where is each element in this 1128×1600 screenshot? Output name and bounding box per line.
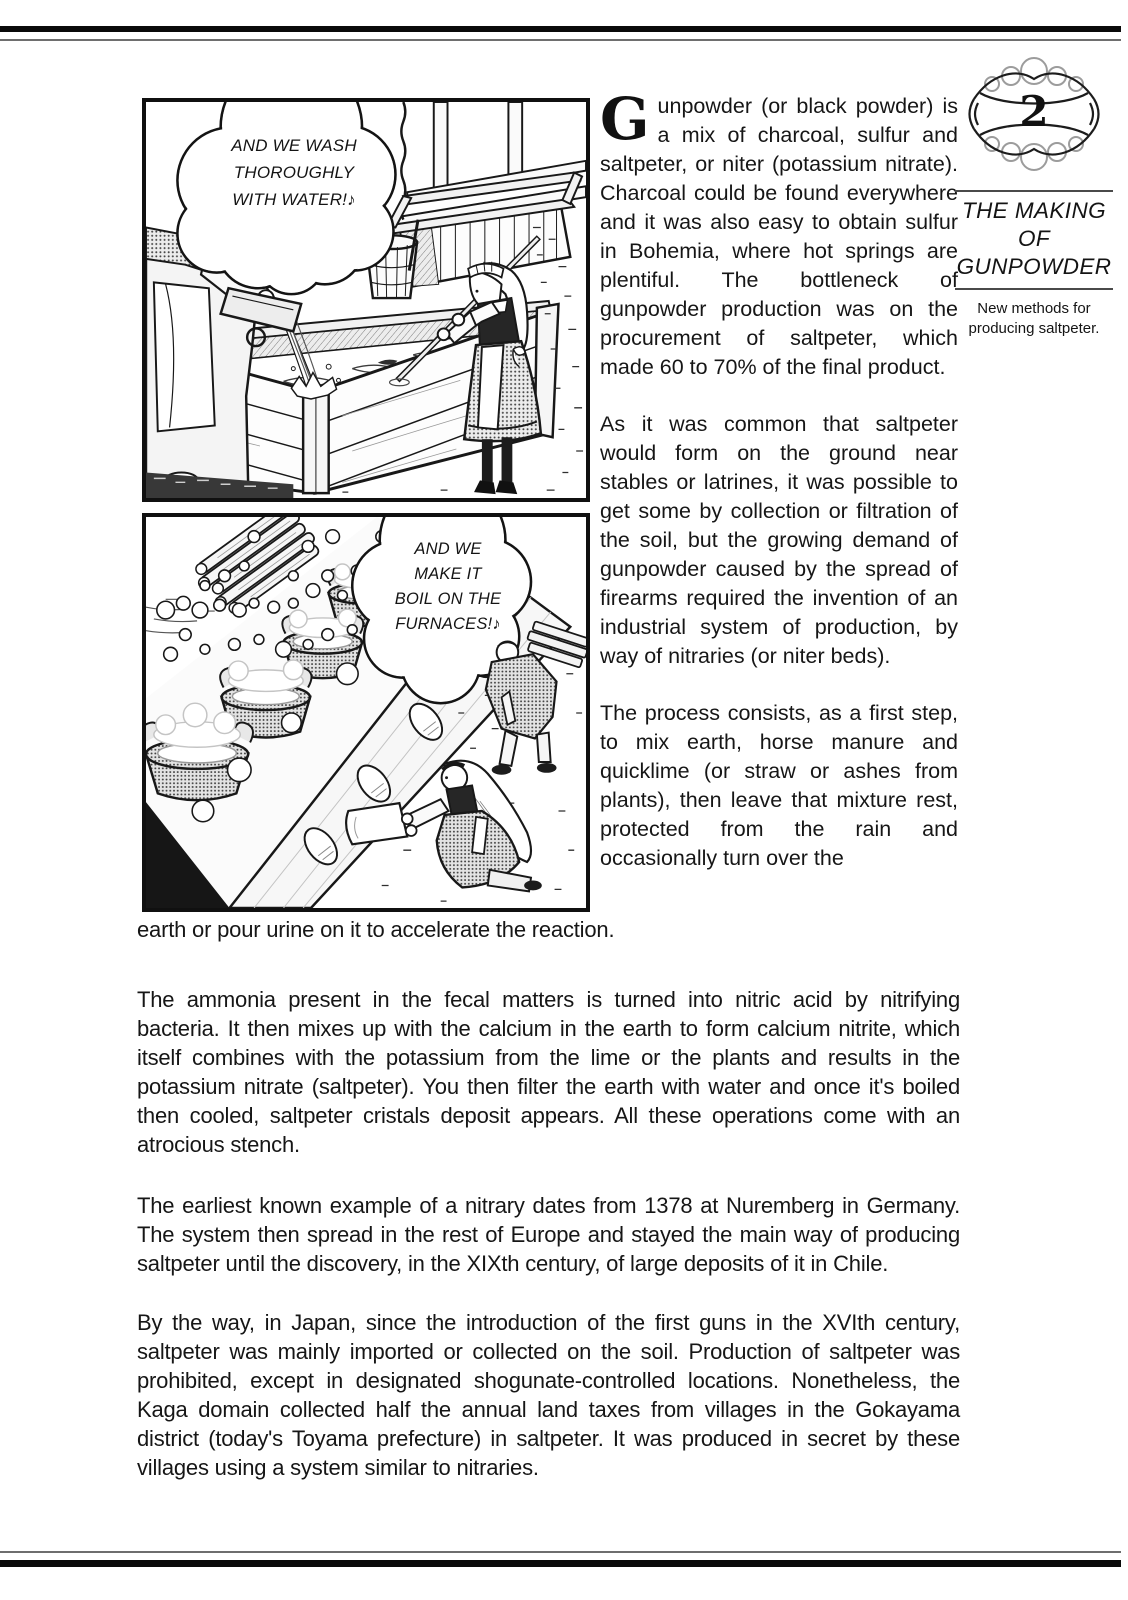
article-column — [600, 85, 958, 901]
chapter-number: 2 — [1019, 87, 1049, 137]
paragraph-process-continued: earth or pour urine on it to accelerate the reaction. — [137, 917, 615, 942]
speech-line: FURNACES!♪ — [395, 615, 501, 633]
panel-2-illustration — [146, 517, 586, 908]
speech-line: THOROUGHLY — [233, 163, 355, 182]
speech-line: MAKE IT — [414, 565, 482, 583]
article-full-width — [137, 915, 960, 1482]
paragraph-chemistry: The ammonia present in the fecal matters is turned into nitric acid by nitrifying bacteria. It then mixes up with the calcium in the earth to form calcium nitrite, which itself combines with the potassium from the lime or the plants and results in the potassium nitrate (saltpeter). You then filter the earth with water and once it's boiled then cooled, saltpeter cristals deposit appears. All these operations come with an atrocious stench. — [137, 987, 960, 1157]
paragraph-text: unpowder (or black powder) is a mix of charcoal, sulfur and saltpeter, or niter (potassium nitrate). Charcoal could be found everywhere and it was also easy to obtain sulfur in Bohemia, where hot springs are plentiful. The bottleneck of gunpowder production was on the procurement of saltpeter, which made 60 to 70% of the final product. — [600, 94, 958, 379]
speech-bubble-boil — [378, 537, 518, 637]
top-border-thick — [0, 26, 1121, 32]
chapter-sidebar — [955, 55, 1113, 339]
speech-line: BOIL ON THE — [394, 590, 502, 608]
paragraph-process-start: The process consists, as a first step, to mix earth, horse manure and quicklime (or straw or ashes from plants), then leave that mixture rest, protected from the rain and occasionally turn over the — [600, 701, 958, 870]
comic-panel-furnaces — [142, 513, 590, 912]
chapter-badge — [964, 55, 1104, 173]
chapter-title-line: GUNPOWDER — [956, 254, 1112, 279]
speech-line: AND WE WASH — [231, 136, 357, 155]
chapter-title-block — [955, 190, 1113, 290]
speech-bubble-wash — [219, 132, 369, 213]
chapter-title-line: OF — [1017, 226, 1051, 251]
bottom-border-thin — [0, 1551, 1121, 1553]
paragraph-gunpowder-intro — [600, 85, 958, 382]
drop-cap: G — [600, 85, 650, 153]
chapter-subtitle: New methods for producing saltpeter. — [968, 300, 1100, 337]
bottom-border-thick — [0, 1560, 1121, 1567]
top-border-thin — [0, 39, 1121, 41]
paragraph-history-europe: The earliest known example of a nitrary dates from 1378 at Nuremberg in Germany. The system then spread in the rest of Europe and stayed the main way of producing saltpeter until the discovery, in the XIXth century, of large deposits of it in Chile. — [137, 1193, 960, 1276]
paragraph-history-japan: By the way, in Japan, since the introduction of the first guns in the XVIth century, saltpeter was mainly imported or collected on the soil. Production of saltpeter was prohibited, except in designated shogunate-controlled locations. Nonetheless, the Kaga domain collected half the annual land taxes from villages in the Gokayama district (today's Toyama prefecture) in saltpeter. It was produced in secret by these villages using a system similar to nitraries. — [137, 1310, 960, 1480]
speech-line: WITH WATER!♪ — [232, 190, 356, 209]
speech-line: AND WE — [414, 540, 482, 558]
paragraph-saltpeter-collection: As it was common that saltpeter would form on the ground near stables or latrines, it was possible to get some by collection or filtration of the soil, but the growing demand of gunpowder caused by the spread of firearms required the invention of an industrial system of production, by way of nitraries (or niter beds). — [600, 412, 958, 668]
comic-panel-washing — [142, 98, 590, 502]
chapter-title-line: THE MAKING — [961, 198, 1106, 223]
